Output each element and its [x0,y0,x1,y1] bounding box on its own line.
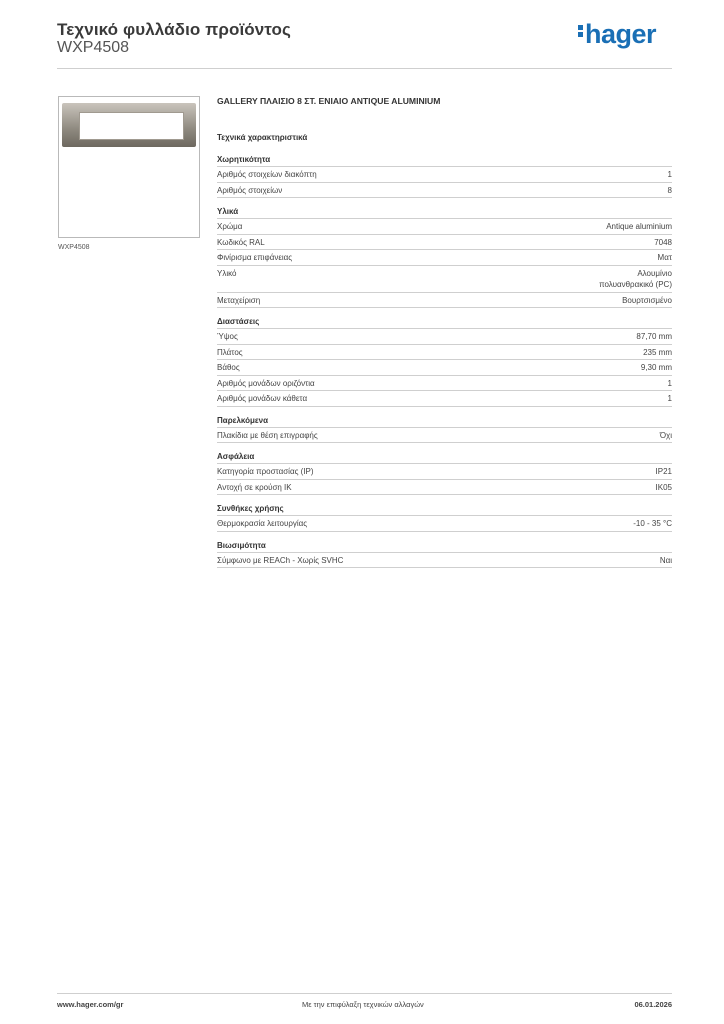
spec-row [217,183,672,199]
spec-label: Πλάτος [217,347,243,357]
logo-dots-icon [578,23,583,39]
spec-section [217,206,672,308]
product-code: WXP4508 [57,39,130,56]
product-name: GALLERY ΠΛΑΙΣΙΟ 8 ΣΤ. ΕΝΙΑΙΟ ANTIQUE ALUMINIUM [217,96,441,106]
section-title: Διαστάσεις [217,316,672,329]
spec-label: Μεταχείριση [217,295,261,305]
spec-label: Αριθμός στοιχείων [217,185,283,195]
footer-date: 06.01.2026 [634,1000,672,1009]
spec-value: 235 mm [643,347,672,357]
spec-value: Βουρτσισμένο [622,295,672,305]
spec-value: 8 [667,185,672,195]
header-divider [57,68,672,69]
spec-value: Όχι [659,430,672,440]
spec-row [217,360,672,376]
spec-value: IP21 [655,467,672,476]
spec-value: 1 [667,170,672,179]
spec-value: Αλουμίνιο πολυανθρακικό (PC) [599,268,672,289]
spec-row [217,376,672,392]
spec-label: Πλακίδια με θέση επιγραφής [217,430,318,440]
spec-row [217,391,672,407]
hager-logo [578,19,656,50]
page-header [57,20,672,68]
spec-label: Κατηγορία προστασίας (IP) [217,467,314,476]
page-footer [57,993,672,1010]
section-title: Χωρητικότητα [217,154,672,167]
spec-label: Ύψος [217,332,238,341]
frame-plate-picture [62,103,196,147]
spec-value: 87,70 mm [636,332,672,341]
spec-row [217,516,672,532]
spec-row [217,293,672,309]
spec-value: Antique aluminium [606,222,672,231]
spec-row [217,250,672,266]
footer-website: www.hager.com/gr [57,1000,124,1009]
spec-row [217,266,672,293]
logo-text: hager [584,19,656,49]
spec-label: Αριθμός μονάδων κάθετα [217,394,308,403]
spec-section [217,415,672,444]
section-title: Βιωσιμότητα [217,540,672,553]
spec-row [217,464,672,480]
spec-value: 9,30 mm [640,363,672,372]
spec-label: Σύμφωνο με REACh - Χωρίς SVHC [217,555,344,565]
specs-heading: Τεχνικά χαρακτηριστικά [217,133,308,142]
section-title: Ασφάλεια [217,451,672,464]
spec-value: 7048 [654,237,672,247]
spec-value: -10 - 35 °C [633,519,672,528]
spec-value: Ματ [657,253,672,262]
spec-label: Υλικό [217,268,237,278]
product-image-caption: WXP4508 [58,244,90,251]
spec-sections [217,154,672,568]
spec-section [217,451,672,495]
product-image [58,96,200,238]
footer-note: Με την επιφύλαξη τεχνικών αλλαγών [302,1000,424,1009]
spec-section [217,316,672,407]
spec-row [217,345,672,361]
frame-opening [79,112,184,140]
spec-row [217,167,672,183]
spec-value: 1 [667,378,672,388]
spec-label: Αριθμός μονάδων οριζόντια [217,378,315,388]
spec-row [217,219,672,235]
spec-label: Κωδικός RAL [217,237,265,247]
spec-value: IK05 [655,482,672,492]
section-title: Υλικά [217,206,672,219]
spec-label: Χρώμα [217,222,243,231]
spec-content [217,96,672,576]
spec-row [217,553,672,569]
spec-row [217,480,672,496]
spec-value: 1 [667,394,672,403]
spec-label: Βάθος [217,363,240,372]
spec-label: Φινίρισμα επιφάνειας [217,253,293,262]
document-title: Τεχνικό φυλλάδιο προϊόντος [57,20,291,39]
spec-section [217,154,672,198]
spec-label: Θερμοκρασία λειτουργίας [217,519,308,528]
spec-value: Ναι [659,555,672,565]
spec-section [217,503,672,532]
spec-section [217,540,672,569]
spec-row [217,428,672,444]
spec-label: Αριθμός στοιχείων διακόπτη [217,170,317,179]
section-title: Συνθήκες χρήσης [217,503,672,516]
spec-row [217,235,672,251]
section-title: Παρελκόμενα [217,415,672,428]
spec-label: Αντοχή σε κρούση IK [217,482,292,492]
spec-row [217,329,672,345]
